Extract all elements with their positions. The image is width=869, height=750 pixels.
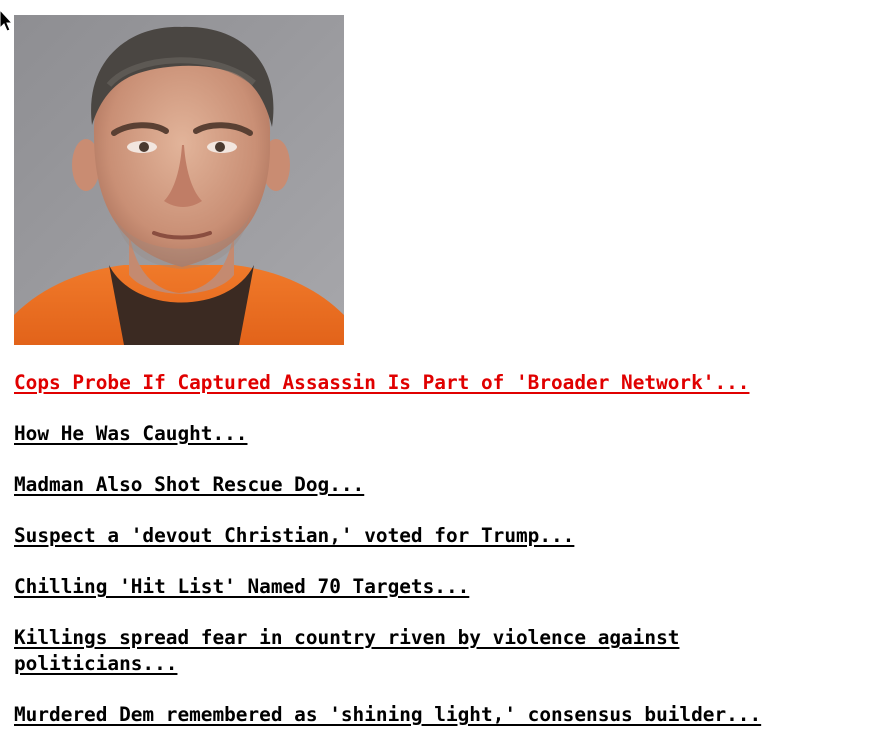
portrait-image [14, 15, 344, 345]
headline-link[interactable]: Killings spread fear in country riven by violence against politicians... [14, 626, 680, 675]
headline-item [14, 421, 859, 447]
headline-link[interactable]: Madman Also Shot Rescue Dog... [14, 473, 365, 496]
headline-link[interactable]: How He Was Caught... [14, 422, 248, 445]
headline-item [14, 370, 859, 396]
headline-link[interactable]: Murdered Dem remembered as 'shining light,' consensus builder... [14, 703, 762, 726]
headline-link-lead[interactable]: Cops Probe If Captured Assassin Is Part of 'Broader Network'... [14, 371, 750, 394]
headline-link[interactable]: Chilling 'Hit List' Named 70 Targets... [14, 575, 470, 598]
mouse-cursor-icon [0, 10, 14, 34]
mugshot-photo[interactable] [14, 15, 344, 345]
headline-item [14, 472, 859, 498]
headline-item [14, 625, 774, 677]
headline-link[interactable]: Suspect a 'devout Christian,' voted for Trump... [14, 524, 575, 547]
headline-item [14, 523, 859, 549]
headline-item [14, 574, 859, 600]
headline-list [14, 370, 859, 750]
headline-item [14, 702, 859, 728]
